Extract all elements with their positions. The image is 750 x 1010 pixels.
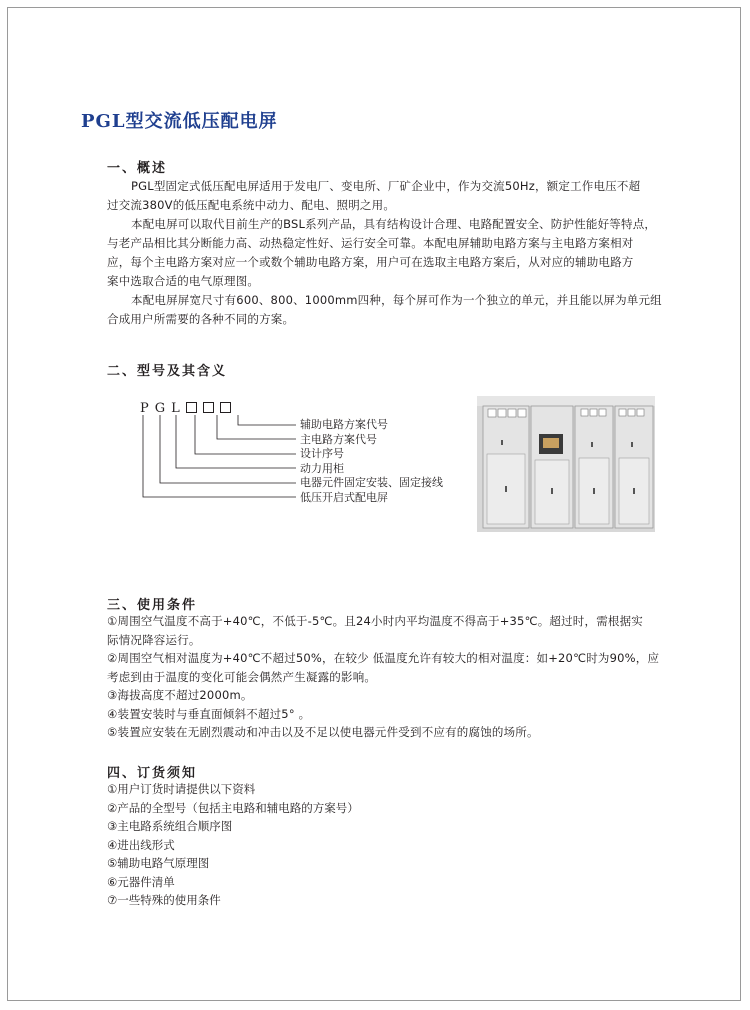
text-line: 过交流380V的低压配电系统中动力、配电、照明之用。: [107, 198, 396, 212]
list-item: ⑤辅助电路气原理图: [107, 856, 210, 870]
section-heading-conditions: 三、使用条件: [107, 598, 198, 613]
section-heading-overview: 一、概述: [107, 161, 168, 176]
list-item: 际情况降容运行。: [107, 632, 201, 647]
model-label: 电器元件固定安装、固定接线: [300, 476, 443, 490]
text-line: PGL型固定式低压配电屏适用于发电厂、变电所、厂矿企业中，作为交流50Hz，额定工作电压不超: [131, 179, 641, 193]
list-item: 考虑到由于温度的变化可能会偶然产生凝露的影响。: [107, 669, 377, 684]
text-line: 合成用户所需要的各种不同的方案。: [107, 312, 295, 326]
model-code-letters: PGL: [140, 401, 186, 416]
list-item: ④进出线形式: [107, 837, 175, 852]
text-line: 应，每个主电路方案对应一个或数个辅助电路方案，用户可在选取主电路方案后，从对应的辅助电路方: [107, 255, 634, 269]
text-line: 与老产品相比其分断能力高、动热稳定性好、运行安全可靠。本配电屏辅助电路方案与主电路方案相对: [107, 236, 634, 250]
section-heading-ordering: 四、订货须知: [107, 766, 198, 781]
list-item: ⑤装置应安装在无剧烈震动和冲击以及不足以使电器元件受到不应有的腐蚀的场所。: [107, 725, 539, 739]
model-label: 动力用柜: [300, 461, 344, 475]
text-line: 本配电屏可以取代目前生产的BSL系列产品，具有结构设计合理、电路配置安全、防护性能好等特点，: [131, 217, 657, 231]
model-label: 辅助电路方案代号: [300, 418, 388, 431]
text-line: 案中选取合适的电气原理图。: [107, 274, 260, 288]
conditions-list: [107, 612, 660, 742]
list-item: ③主电路系统组合顺序图: [107, 819, 233, 833]
list-item: ④装置安装时与垂直面倾斜不超过5° 。: [107, 706, 311, 721]
model-label: 设计序号: [300, 447, 344, 461]
list-item: ①用户订货时请提供以下资料: [107, 782, 256, 796]
section-heading-model: 二、型号及其含义: [107, 364, 228, 379]
model-labels: [300, 418, 443, 506]
list-item: ③海拔高度不超过2000m。: [107, 688, 253, 702]
page-title: PGL型交流低压配电屏: [81, 111, 278, 132]
list-item: ⑥元器件清单: [107, 874, 175, 889]
list-item: ⑦一些特殊的使用条件: [107, 893, 221, 907]
list-item: ②周围空气相对温度为+40℃不超过50%，在较少 低温度允许有较大的相对温度：如+20℃时为90%，应: [107, 651, 660, 665]
list-item: ①周围空气温度不高于+40℃，不低于-5℃。且24小时内平均温度不得高于+35℃。超过时，需根据实: [107, 614, 643, 628]
text-line: 本配电屏屏宽尺寸有600、800、1000mm四种，每个屏可作为一个独立的单元，并且能以屏为单元组: [131, 293, 662, 307]
list-item: ②产品的全型号（包括主电路和辅电路的方案号）: [107, 800, 359, 815]
ordering-list: [107, 780, 359, 910]
model-label: 主电路方案代号: [300, 432, 377, 446]
model-label: 低压开启式配电屏: [300, 490, 388, 504]
switchgear-cabinet-image: [477, 396, 657, 532]
